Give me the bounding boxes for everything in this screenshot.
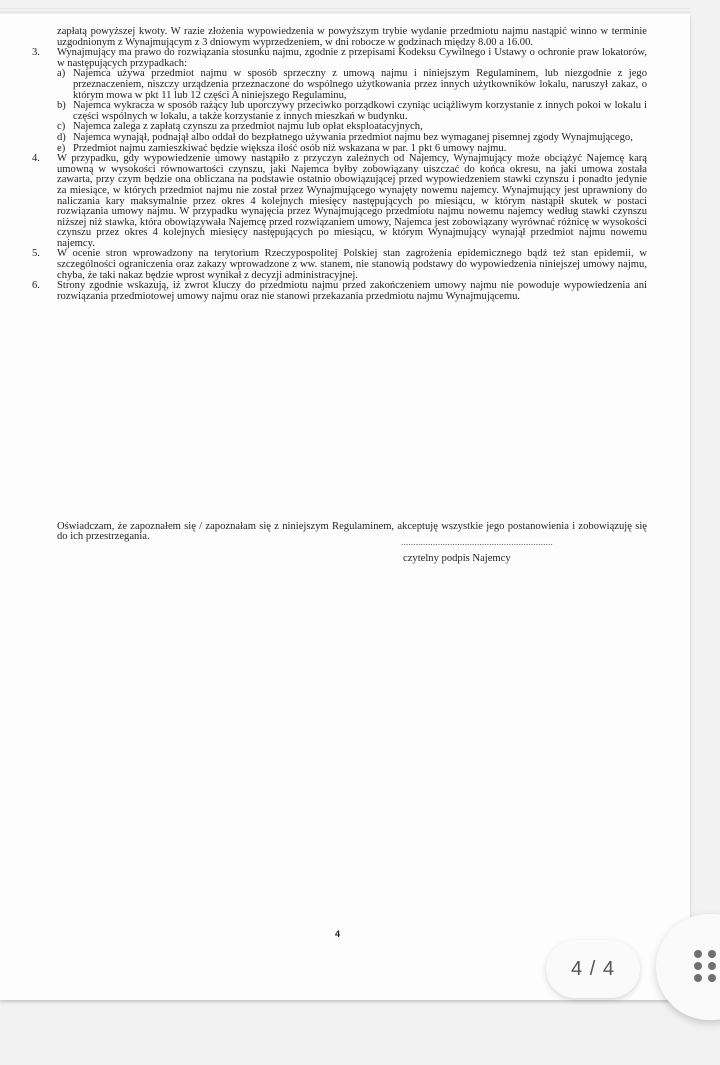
page-number: 4 — [335, 929, 341, 939]
signature-line: .............................................................. — [401, 537, 553, 547]
list-item-6 — [32, 280, 647, 302]
list-item-3 — [32, 47, 647, 154]
previous-page-shadow — [0, 11, 690, 13]
subitem-label: a) — [57, 68, 66, 80]
subitem-text: Najemca zalega z zapłatą czynszu za przedmiot najmu lub opłat eksploatacyjnych, — [73, 121, 423, 133]
signature-label: czytelny podpis Najemcy — [403, 553, 511, 564]
item-text: Strony zgodnie wskazują, iż zwrot kluczy do przedmiotu najmu przed zakończeniem umowy najmu nie powoduje wypowiedzenia ani rozwiązania przedmiotowej umowy najmu oraz nie stanowi przekazania przedmiotu najmu Wynajmującemu. — [57, 280, 647, 302]
intro-paragraph: zapłatą powyższej kwoty. W razie złożenia wypowiedzenia w powyższym trybie wydanie przedmiotu najmu nastąpić winno w terminie uzgodnionym z Wynajmującym z 3 dniowym wyprzedzeniem, w dni robocze w godzinach między 8.00 a 16.00. — [57, 26, 647, 48]
grid-dots-icon — [694, 950, 718, 986]
subitem-label: c) — [57, 121, 66, 133]
list-item-4 — [32, 153, 647, 249]
subitem-text: Najemca używa przedmiot najmu w sposób sprzeczny z umową najmu i niniejszym Regulaminem, lub niezgodnie z jego przeznaczeniem, niszczy urządzenia przeznaczone do wspólnego użytkowania przez innych użytkowników lokalu, naruszył zakaz, o którym mowa w pkt 11 lub 12 części A niniejszego Regulaminu, — [73, 68, 647, 101]
subitem-text: Najemca wykracza w sposób rażący lub uporczywy przeciwko porządkowi czyniąc uciążliwym korzystanie z innych pokoi w lokalu i części wspólnych w lokalu, a także korzystanie z innych mieszkań w budynku. — [73, 100, 647, 122]
subitem-a — [57, 69, 647, 101]
subitem-d — [57, 133, 647, 144]
subitem-label: b) — [57, 100, 66, 112]
subitem-label: e) — [57, 142, 66, 154]
item-number: 5. — [32, 248, 40, 260]
item-text: Wynajmujący ma prawo do rozwiązania stosunku najmu, zgodnie z przepisami Kodeksu Cywilnego i Ustawy o ochronie praw lokatorów, w następujących przypadkach: — [57, 47, 647, 69]
item-number: 3. — [32, 47, 40, 59]
list-item-5 — [32, 248, 647, 281]
item-number: 6. — [32, 280, 40, 292]
subitem-text: Przedmiot najmu zamieszkiwać będzie większa ilość osób niż wskazana w par. 1 pkt 6 umowy najmu. — [73, 142, 507, 154]
page-indicator[interactable]: 4 / 4 — [546, 940, 640, 998]
document-body — [32, 26, 647, 302]
item-text: W przypadku, gdy wypowiedzenie umowy nastąpiło z przyczyn zależnych od Najemcy, Wynajmujący może obciążyć Najemcę karą umowną w wysokości równowartości czynszu, jaki Najemca byłby zobowiązany uiszczać do końca okresu, na jaki umowa została zawarta, przy czym będzie ona obliczana na podstawie ostatnio obowiązującej przed wypowiedzeniem stawki czynszu i ponadto jedynie za miesiące, w których przedmiot najmu nie został przez Wynajmującego wynajęty nowemu najemcy. Wynajmujący jest uprawniony do naliczania kary maksymalnie przez okres 4 kolejnych miesięcy następujących po miesiącu, w którym nastąpił skutek w postaci rozwiązania umowy najmu. W przypadku wynajęcia przez Wynajmującego przedmiotu najmu nowemu najemcy według stawki czynszu niższej niż stawka, która obowiązywała Najemcę przed rozwiązaniem umowy, Najemca jest zobowiązany wyrównać różnicę w wysokości czynszu przez okres 4 kolejnych miesięcy następujących po miesiącu, w którym Wynajmujący wynajął przedmiot najmu nowemu najemcy. — [57, 153, 647, 249]
declaration-text: Oświadczam, że zapoznałem się / zapoznałam się z niniejszym Regulaminem, akceptuję wszystkie jego postanowienia i zobowiązuję się do ich przestrzegania. — [57, 520, 647, 543]
subitem-label: d) — [57, 131, 66, 143]
item-text: W ocenie stron wprowadzony na terytorium Rzeczypospolitej Polskiej stan zagrożenia epidemicznego bądź też stan epidemii, w szczególności ograniczenia oraz zakazy wprowadzone z ww. stanem, nie stanowią podstawy do wypowiedzenia niniejszej umowy najmu, chyba, że taki nakaz będzie wprost wynikał z decyzji administracyjnej. — [57, 248, 647, 281]
item-number: 4. — [32, 153, 40, 165]
subitem-text: Najemca wynajął, podnajął albo oddał do bezpłatnego używania przedmiot najmu bez wymaganej pisemnej zgody Wynajmującego, — [73, 131, 633, 143]
previous-page-edge — [0, 8, 690, 9]
subitem-b — [57, 101, 647, 122]
